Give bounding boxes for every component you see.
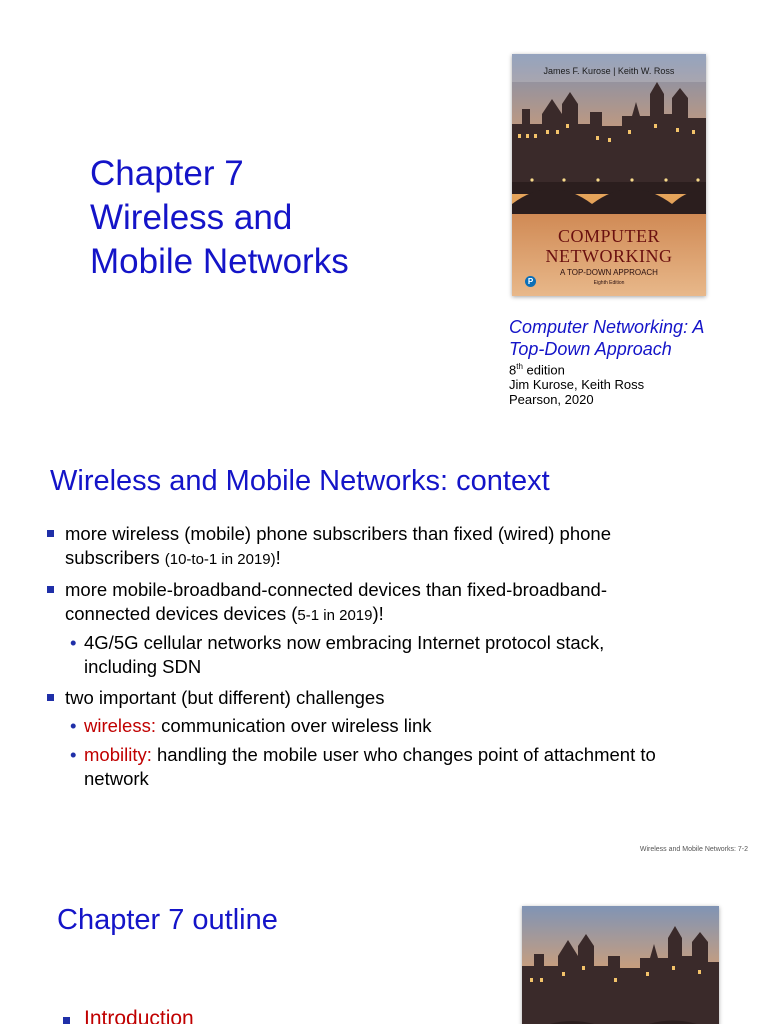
book-cover-image — [512, 54, 706, 296]
slide-context — [0, 430, 768, 870]
slide-title — [0, 0, 768, 430]
book-title-line: Computer Networking: A — [509, 317, 705, 337]
cover-subtitle: A TOP-DOWN APPROACH — [560, 268, 658, 277]
book-cover-image — [522, 906, 719, 1024]
cover-authors: James F. Kurose | Keith W. Ross — [543, 66, 675, 76]
slide-title: Wireless and Mobile Networks: context — [50, 465, 550, 497]
square-bullet-icon — [47, 530, 54, 537]
cover-title: COMPUTER — [557, 226, 660, 246]
square-bullet-icon — [63, 1017, 70, 1024]
slide-title: Chapter 7 outline — [57, 904, 278, 936]
publisher-line: Pearson, 2020 — [509, 392, 594, 408]
sub-bullet-item: • 4G/5G cellular networks now embracing Internet protocol stack, including SDN — [70, 632, 605, 677]
outline-item: Introduction — [84, 1007, 194, 1024]
sub-bullet-item: • mobility: handling the mobile user who changes point of attachment to network — [70, 744, 656, 789]
sub-bullet-item: • wireless: communication over wireless link — [70, 715, 432, 736]
square-bullet-icon — [47, 694, 54, 701]
dot-bullet-icon: • — [70, 632, 77, 653]
dot-bullet-icon: • — [70, 744, 77, 765]
edition-line: 8th edition — [509, 362, 565, 378]
dot-bullet-icon: • — [70, 715, 77, 736]
bullet-item: two important (but different) challenges — [65, 686, 384, 710]
book-title — [509, 316, 759, 360]
cover-edition: Eighth Edition — [593, 280, 625, 286]
chapter-title-line: Mobile Networks — [90, 242, 349, 281]
cover-title: NETWORKING — [545, 246, 673, 266]
square-bullet-icon — [47, 586, 54, 593]
bullet-item: more wireless (mobile) phone subscribers than fixed (wired) phone subscribers (10-to-1 in 2019)! — [65, 522, 611, 572]
slide-outline — [0, 870, 768, 1024]
book-title-line: Top-Down Approach — [509, 339, 672, 359]
chapter-title — [90, 152, 349, 284]
bullet-item: more mobile-broadband-connected devices than fixed-broadband- connected devices devices (5-1 in 2019)! — [65, 578, 607, 628]
authors-line: Jim Kurose, Keith Ross — [509, 377, 645, 393]
publisher-logo-icon: P — [525, 276, 536, 287]
book-meta — [509, 359, 644, 407]
chapter-title-line: Wireless and — [90, 198, 293, 237]
chapter-title-line: Chapter 7 — [90, 154, 244, 193]
slide-footer: Wireless and Mobile Networks: 7-2 — [639, 846, 748, 853]
